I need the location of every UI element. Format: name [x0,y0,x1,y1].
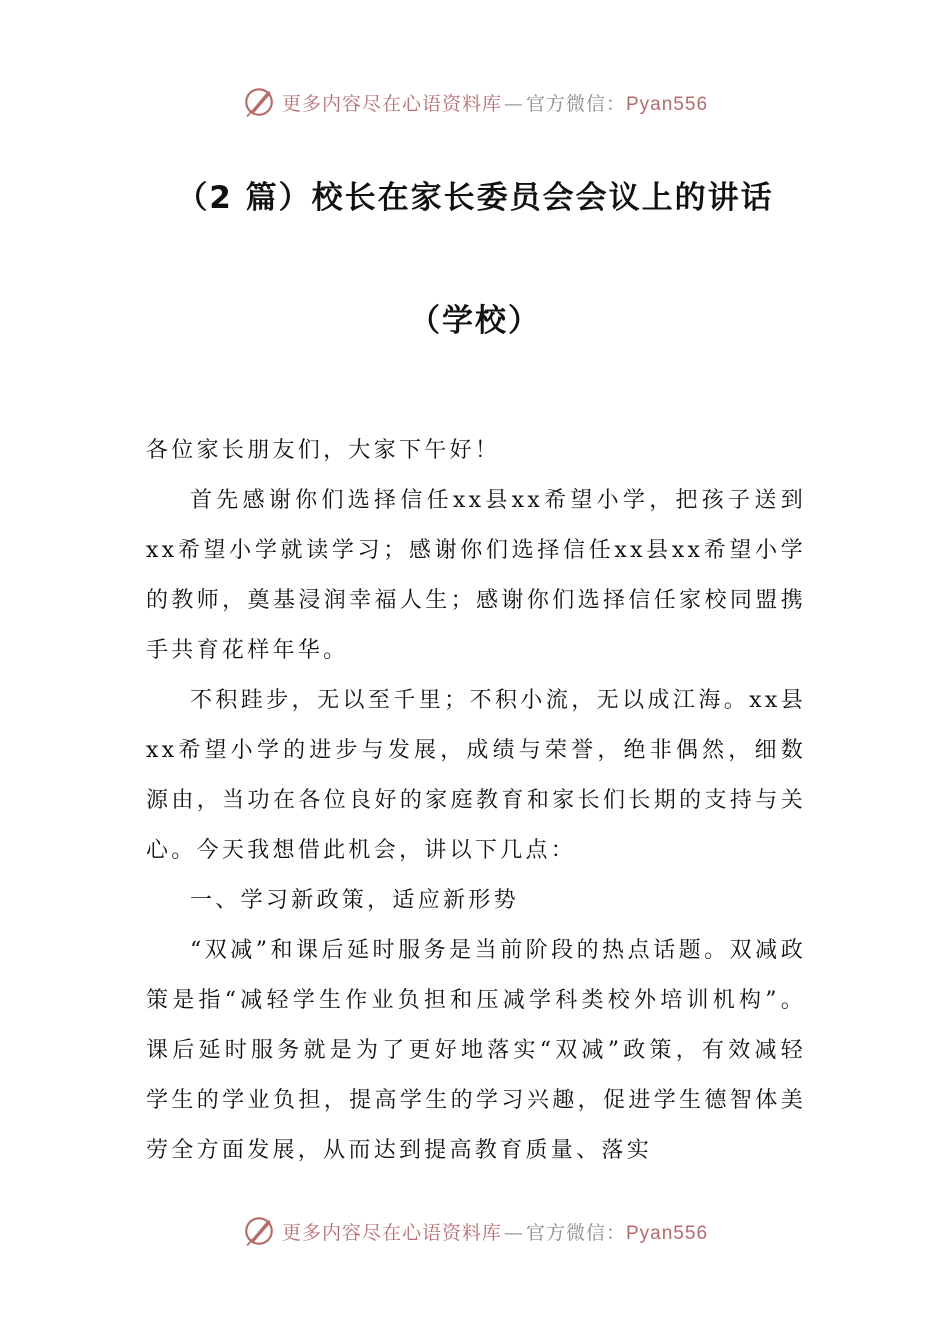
watermark-official-label: 官方微信： [525,1221,626,1244]
document-body [146,426,806,1176]
body-paragraph: 首先感谢你们选择信任xx县xx希望小学，把孩子送到xx希望小学就读学习；感谢你们选择信任xx县xx希望小学的教师，奠基浸润幸福人生；感谢你们选择信任家校同盟携手共育花样年华。 [146,488,806,663]
watermark-separator: — [503,92,524,115]
watermark-footer [0,1211,950,1251]
greeting-paragraph: 各位家长朋友们，大家下午好！ [146,438,501,463]
watermark-text [282,1218,708,1245]
document-title: （2 篇）校长在家长委员会会议上的讲话 [176,180,774,216]
watermark-wechat-id: Pyan556 [626,93,709,115]
watermark-header [0,82,950,122]
quill-pen-logo-icon [242,85,276,119]
body-paragraph: 不积跬步，无以至千里；不积小流，无以成江海。xx县xx希望小学的进步与发展，成绩与荣誉，绝非偶然，细数源由，当功在各位良好的家庭教育和家长们长期的支持与关心。今天我想借此机会，讲以下几点： [146,688,806,863]
watermark-slogan: 更多内容尽在心语资料库 [281,92,502,115]
body-paragraph: “双减”和课后延时服务是当前阶段的热点话题。双减政策是指“减轻学生作业负担和压减学科类校外培训机构”。课后延时服务就是为了更好地落实“双减”政策，有效减轻学生的学业负担，提高学生的学习兴趣，促进学生德智体美劳全方面发展，从而达到提高教育质量、落实 [146,938,806,1163]
document-subtitle: （学校） [409,303,541,339]
quill-pen-logo-icon [242,1214,276,1248]
watermark-official-label: 官方微信： [525,92,626,115]
section-heading: 一、学习新政策，适应新形势 [190,888,519,913]
watermark-wechat-id: Pyan556 [626,1222,709,1244]
watermark-text [282,89,708,116]
watermark-slogan: 更多内容尽在心语资料库 [281,1221,502,1244]
watermark-separator: — [503,1221,524,1244]
